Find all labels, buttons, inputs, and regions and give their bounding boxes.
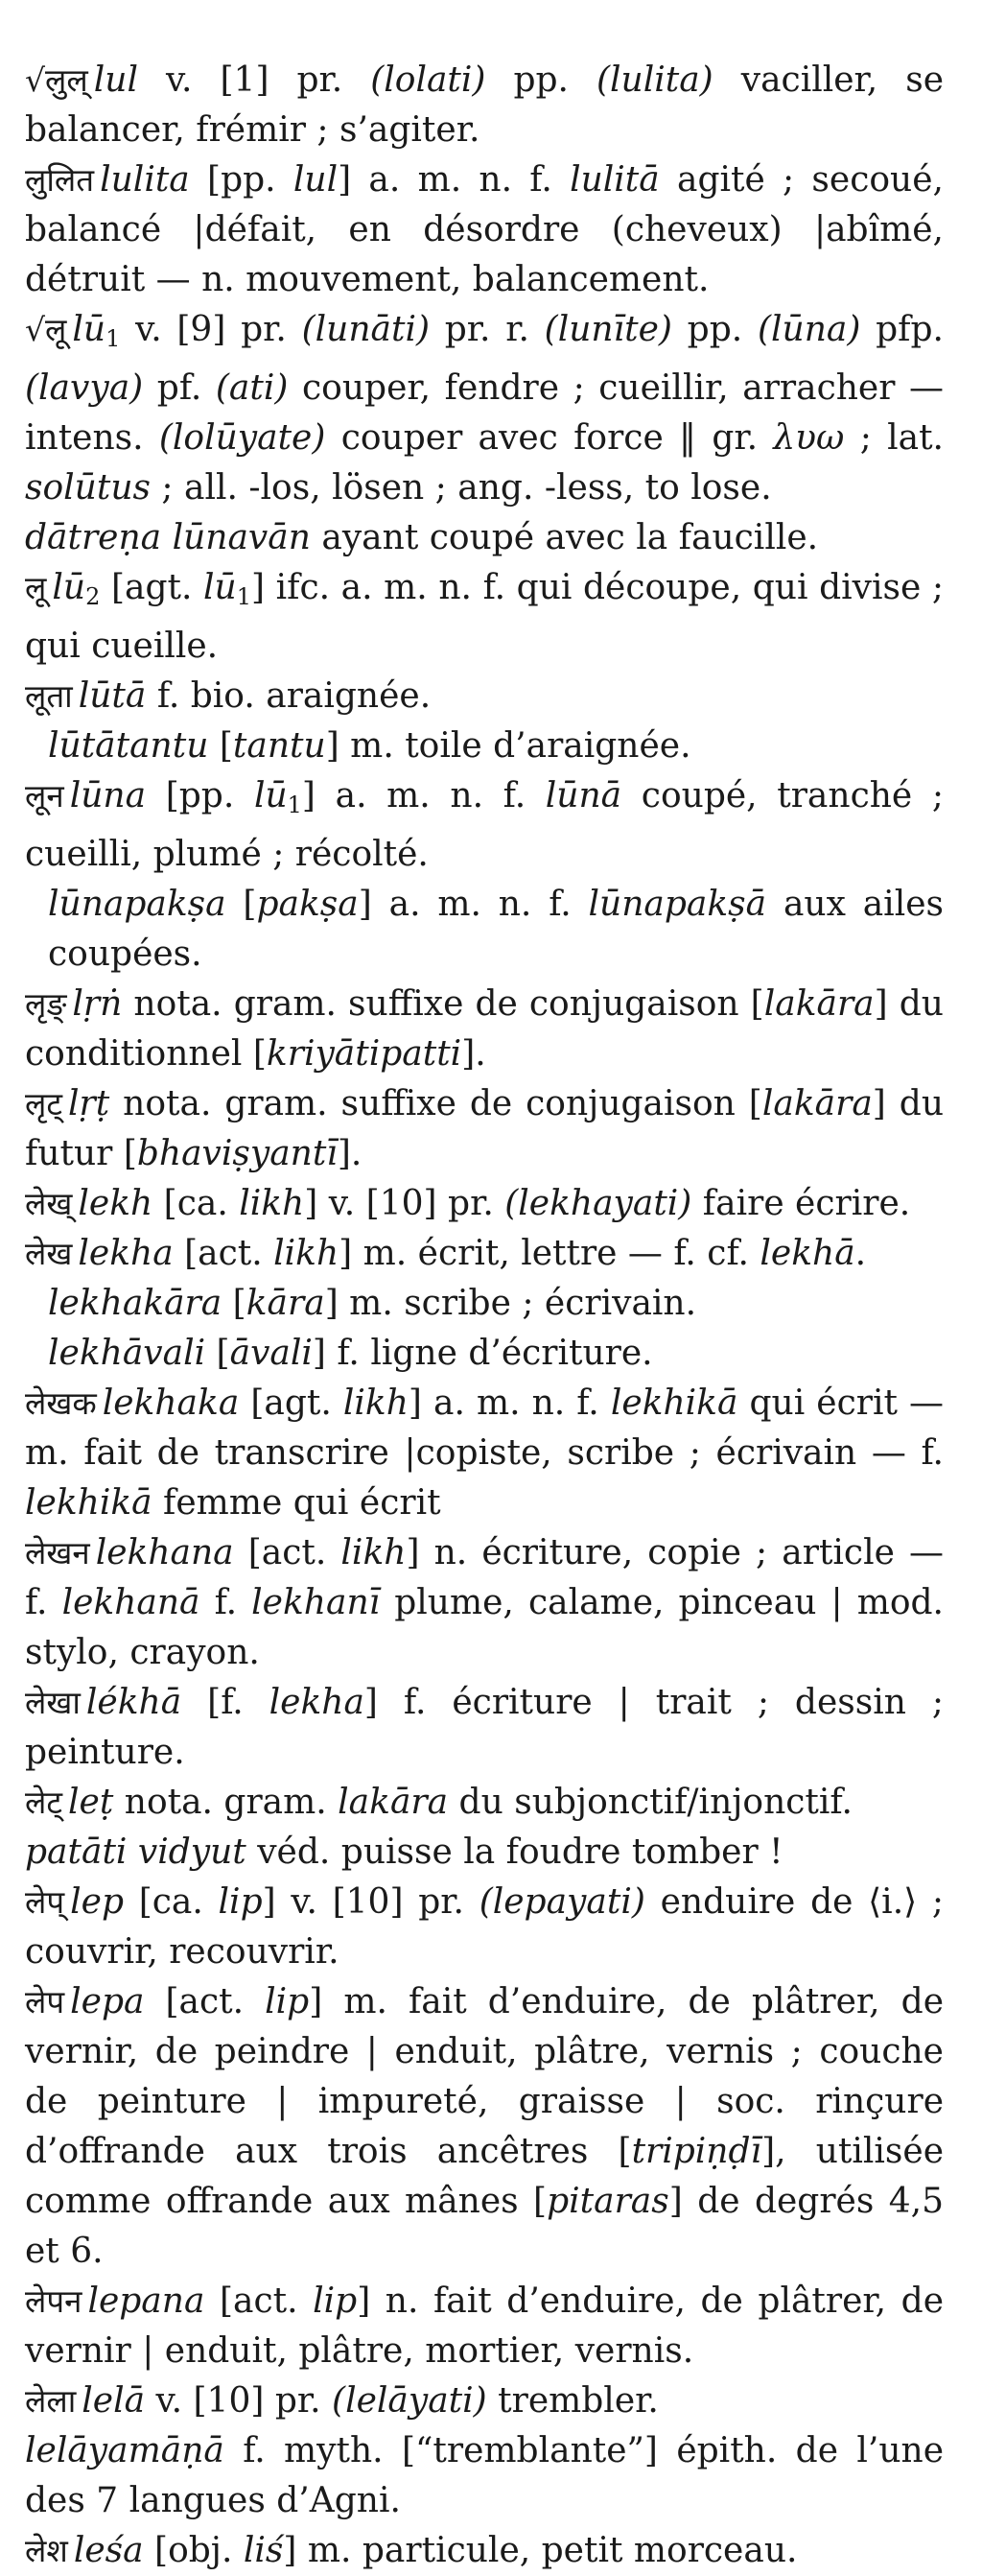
entry-italic-text: lakāra [763,984,875,1024]
entry-text: ] f. ligne d’écriture. [312,1334,653,1373]
entry-italic-text: solūtus [25,468,151,508]
entry-text: ] m. fait d’enduire, de plâtrer, de vernir, de peindre | enduit, plâtre, vernis ; couche de peinture | impureté, graisse | soc. rinçure d’offrande aux trois ancêtres [ [25,1982,944,2171]
entry-text: ; lat. [844,418,944,458]
entry-headword-devanagari: लेला [25,2382,77,2420]
entry-text: trembler. [486,2381,659,2421]
entry-text: [agt. [100,568,204,607]
entry-italic-text: lepa [70,1982,145,2021]
entry-italic-text: likh [340,1533,407,1572]
entry-italic-text: (lolūyate) [158,418,326,458]
entry-text: f. myth. [“tremblante”] épith. de l’une des 7 langues d’Agni. [25,2431,944,2520]
entry-text: ] n. fait d’enduire, de plâtrer, de vernir | enduit, plâtre, mortier, vernis. [25,2281,944,2371]
entry-italic-text: lip [313,2281,358,2321]
entry-text: f. [199,1583,252,1622]
entry-text: nota. gram. suffixe de conjugaison [ [122,984,764,1024]
entry-italic-text: lṛṭ [68,1084,110,1123]
entry-italic-text: lulita [100,160,190,200]
entry-text: ] a. m. n. f. [408,1383,611,1423]
entry-italic-text: lakāra [338,1783,449,1822]
sub-entry [25,1279,944,1329]
dictionary-entry [25,56,944,155]
entry-headword-devanagari: √लू [25,311,67,348]
entry-headword-devanagari: लेपन [25,2282,82,2320]
entry-italic-text: lepana [87,2281,205,2321]
entry-text: nota. gram. [113,1783,339,1822]
entry-text: ] m. scribe ; écrivain. [324,1284,697,1323]
entry-text: coupé, tranché ; cueilli, plumé ; récolté. [25,776,945,874]
entry-text: couper, fendre ; cueillir, arracher — intens. [25,368,945,458]
entry-italic-text: lekha [269,1683,364,1722]
entry-text: v. [10] pr. [145,2381,333,2421]
dictionary-entry [25,305,944,513]
dictionary-entry [25,563,944,672]
entry-italic-text: lū [253,776,288,815]
entry-italic-text: (lepayati) [479,1882,645,1922]
entry-text: v. [9] pr. [120,310,302,349]
entry-text: pp. [671,310,758,349]
entry-italic-text: lip [218,1882,263,1922]
dictionary-entry [25,2526,944,2576]
entry-italic-text: tantu [232,726,326,766]
entry-text: pfp. [860,310,944,349]
entry-text: [act. [204,2281,314,2321]
entry-text: pf. [143,368,216,408]
dictionary-entry [25,1778,944,1828]
entry-italic-text: bhaviṣyantī [136,1134,338,1173]
entry-headword-devanagari: √लुल् [25,61,88,99]
entry-italic-text: lékhā [85,1683,182,1722]
entry-headword-devanagari: लेश [25,2532,68,2569]
entry-text: enduire de ⟨i.⟩ ; couvrir, recouvrir. [25,1882,945,1972]
entry-italic-text: lekhakāra [48,1284,222,1323]
entry-italic-text: lekhāvali [48,1334,206,1373]
entry-text: ] a. m. n. f. [358,885,589,924]
entry-text: faire écrire. [691,1184,911,1223]
entry-italic-text: lulitā [570,160,660,200]
entry-text: [ [208,726,233,766]
dictionary-entry [25,1528,944,1678]
entry-headword-devanagari: लेखा [25,1684,81,1721]
entry-text: nota. gram. suffixe de conjugaison [ [109,1084,762,1123]
entry-text: [act. [144,1982,266,2021]
entry-headword-devanagari: लू [25,569,47,606]
entry-italic-text: leṭ [68,1783,114,1822]
entry-italic-text: lū [203,568,237,607]
entry-headword-devanagari: लेख् [25,1185,73,1222]
entry-text: f. bio. araignée. [146,676,432,716]
entry-text: ] du conditionnel [ [25,984,944,1074]
entry-italic-text: lūnā [545,776,622,815]
entry-italic-text: lakāra [761,1084,873,1123]
dictionary-entry [25,1878,944,1977]
entry-italic-text: lekhikā [610,1383,738,1423]
dictionary-entry [25,1079,944,1179]
entry-italic-text: lekh [78,1184,153,1223]
entry-italic-text: lū [52,568,86,607]
entry-text: [obj. [143,2531,244,2570]
entry-headword-devanagari: लृङ् [25,985,67,1023]
entry-text: [agt. [239,1383,343,1423]
entry-text: ] a. m. n. f. [338,160,571,200]
entry-italic-text: (lolati) [370,60,486,100]
entry-italic-text: liś [243,2531,284,2570]
entry-italic-text: leśa [73,2531,144,2570]
entry-text: ] v. [10] pr. [262,1882,479,1922]
entry-text: ] f. écriture | trait ; dessin ; peinture. [25,1683,944,1772]
entry-text: [ [225,885,257,924]
entry-text: [act. [233,1533,341,1572]
sub-entry [25,880,944,980]
entry-italic-text: (lulita) [596,60,713,100]
dictionary-entry [25,980,944,1079]
entry-text: ] n. écriture, copie ; article — f. [25,1533,945,1622]
sub-entry [25,721,944,771]
entry-text: ; all. -los, lösen ; ang. -less, to lose. [150,468,772,508]
entry-text: ], utilisée comme offrande aux mânes [ [25,2132,945,2221]
entry-text: ] a. m. n. f. [301,776,546,815]
entry-italic-text: (lunāti) [301,310,431,349]
entry-text: . [854,1234,867,1273]
dictionary-entry [25,2426,944,2526]
entry-text: ] de degrés 4,5 et 6. [25,2182,944,2271]
entry-italic-text: kāra [246,1284,325,1323]
entry-italic-text: lūtātantu [48,726,209,766]
entry-text: 1 [105,325,121,352]
entry-text: [ca. [124,1882,219,1922]
entry-text: ] m. toile d’araignée. [325,726,691,766]
entry-italic-text: lelā [82,2381,146,2421]
entry-italic-text: (lelāyati) [332,2381,487,2421]
dictionary-entry [25,2277,944,2376]
entry-text: du subjonctif/injonctif. [448,1783,853,1822]
dictionary-entry [25,672,944,721]
entry-text: qui écrit — m. fait de transcrire |copiste, scribe ; écrivain — f. [25,1383,944,1473]
entry-italic-text: tripiṇḍī [631,2132,762,2171]
dictionary-entry [25,1229,944,1279]
entry-text: plume, calame, pinceau | mod. stylo, crayon. [25,1583,944,1672]
entry-italic-text: lekhanī [251,1583,381,1622]
entry-italic-text: (lūna) [757,310,861,349]
entry-headword-devanagari: लेप् [25,1883,65,1921]
entry-text: [act. [173,1234,274,1273]
entry-italic-text: lekhikā [25,1483,152,1523]
entry-text: ] m. particule, petit morceau. [283,2531,798,2570]
entry-text: pp. [485,60,596,100]
entry-headword-devanagari: लुलित [25,161,95,199]
entry-headword-devanagari: लेप [25,1983,65,2021]
entry-text: [f. [181,1683,269,1722]
entry-text: [ca. [152,1184,240,1223]
entry-text: [ [205,1334,230,1373]
entry-italic-text: kriyātipatti [266,1034,462,1074]
dictionary-entry [25,513,944,563]
entry-italic-text: lul [93,60,138,100]
entry-headword-devanagari: लृट् [25,1085,63,1123]
entry-text: véd. puisse la foudre tomber ! [246,1832,783,1872]
entry-text: 1 [287,792,302,818]
entry-headword-devanagari: लूता [25,677,73,715]
entry-text: aux ailes coupées. [48,885,944,974]
entry-italic-text: lūtā [78,676,147,716]
entry-text: vaciller, se balancer, frémir ; s’agiter. [25,60,945,150]
entry-headword-devanagari: लेखक [25,1384,97,1422]
entry-italic-text: likh [273,1234,339,1273]
entry-text: v. [1] pr. [138,60,371,100]
entry-italic-text: lekhanā [61,1583,200,1622]
dictionary-entry [25,1977,944,2277]
entry-italic-text: lelāyamāṇā [25,2431,224,2470]
entry-italic-text: (lunīte) [544,310,672,349]
entry-italic-text: lekhā [760,1234,855,1273]
entry-italic-text: dātreṇa lūnavān [25,518,311,557]
dictionary-entry [25,1379,944,1528]
entry-italic-text: lul [292,160,339,200]
dictionary-entry [25,771,944,880]
entry-italic-text: likh [239,1184,305,1223]
entry-text: ]. [337,1134,362,1173]
sub-entry [25,1329,944,1379]
entry-italic-text: λυω [773,418,845,458]
entry-italic-text: lūna [69,776,147,815]
entry-text: ]. [461,1034,486,1074]
entry-italic-text: (ati) [215,368,289,408]
entry-italic-text: lūnapakṣā [588,885,767,924]
entry-italic-text: lekhaka [102,1383,240,1423]
dictionary-entry [25,1828,944,1878]
entry-text: pr. r. [430,310,545,349]
entry-text: ] v. [10] pr. [304,1184,505,1223]
entry-text: 1 [236,583,251,610]
entry-italic-text: lekha [78,1234,174,1273]
dictionary-entry [25,1678,944,1778]
entry-text: 2 [85,583,101,610]
entry-italic-text: (lavya) [25,368,144,408]
entry-text: [ [222,1284,246,1323]
entry-italic-text: lep [70,1882,124,1922]
entry-text: couper avec force ‖ gr. [325,418,774,458]
entry-italic-text: lṛṅ [72,984,123,1024]
entry-italic-text: likh [342,1383,409,1423]
entry-italic-text: lū [72,310,106,349]
entry-headword-devanagari: लेखन [25,1534,90,1572]
entry-italic-text: lip [265,1982,310,2021]
entry-text: femme qui écrit [152,1483,441,1523]
dictionary-entry [25,1179,944,1229]
entry-headword-devanagari: लून [25,777,64,815]
entry-text: [pp. [189,160,293,200]
dictionary-entry [25,2376,944,2426]
entry-headword-devanagari: लेख [25,1235,73,1272]
entry-text: ayant coupé avec la faucille. [310,518,819,557]
entry-headword-devanagari: लेट् [25,1784,63,1821]
entry-italic-text: (lekhayati) [504,1184,692,1223]
entry-italic-text: pakṣa [256,885,359,924]
entry-italic-text: pitaras [547,2182,669,2221]
entry-text: ] m. écrit, lettre — f. cf. [339,1234,760,1273]
entry-text: ] ifc. a. m. n. f. qui découpe, qui divise ; qui cueille. [25,568,944,666]
entry-italic-text: lekhana [95,1533,234,1572]
entry-text: agité ; secoué, balancé |défait, en désordre (cheveux) |abîmé, détruit — n. mouvement, balancement. [25,160,944,299]
entry-italic-text: patāti vidyut [25,1832,246,1872]
entry-italic-text: āvali [229,1334,313,1373]
entry-text: [pp. [146,776,254,815]
entry-text: ] du futur [ [25,1084,945,1173]
dictionary-entry [25,155,944,305]
entry-italic-text: lūnapakṣa [48,885,226,924]
